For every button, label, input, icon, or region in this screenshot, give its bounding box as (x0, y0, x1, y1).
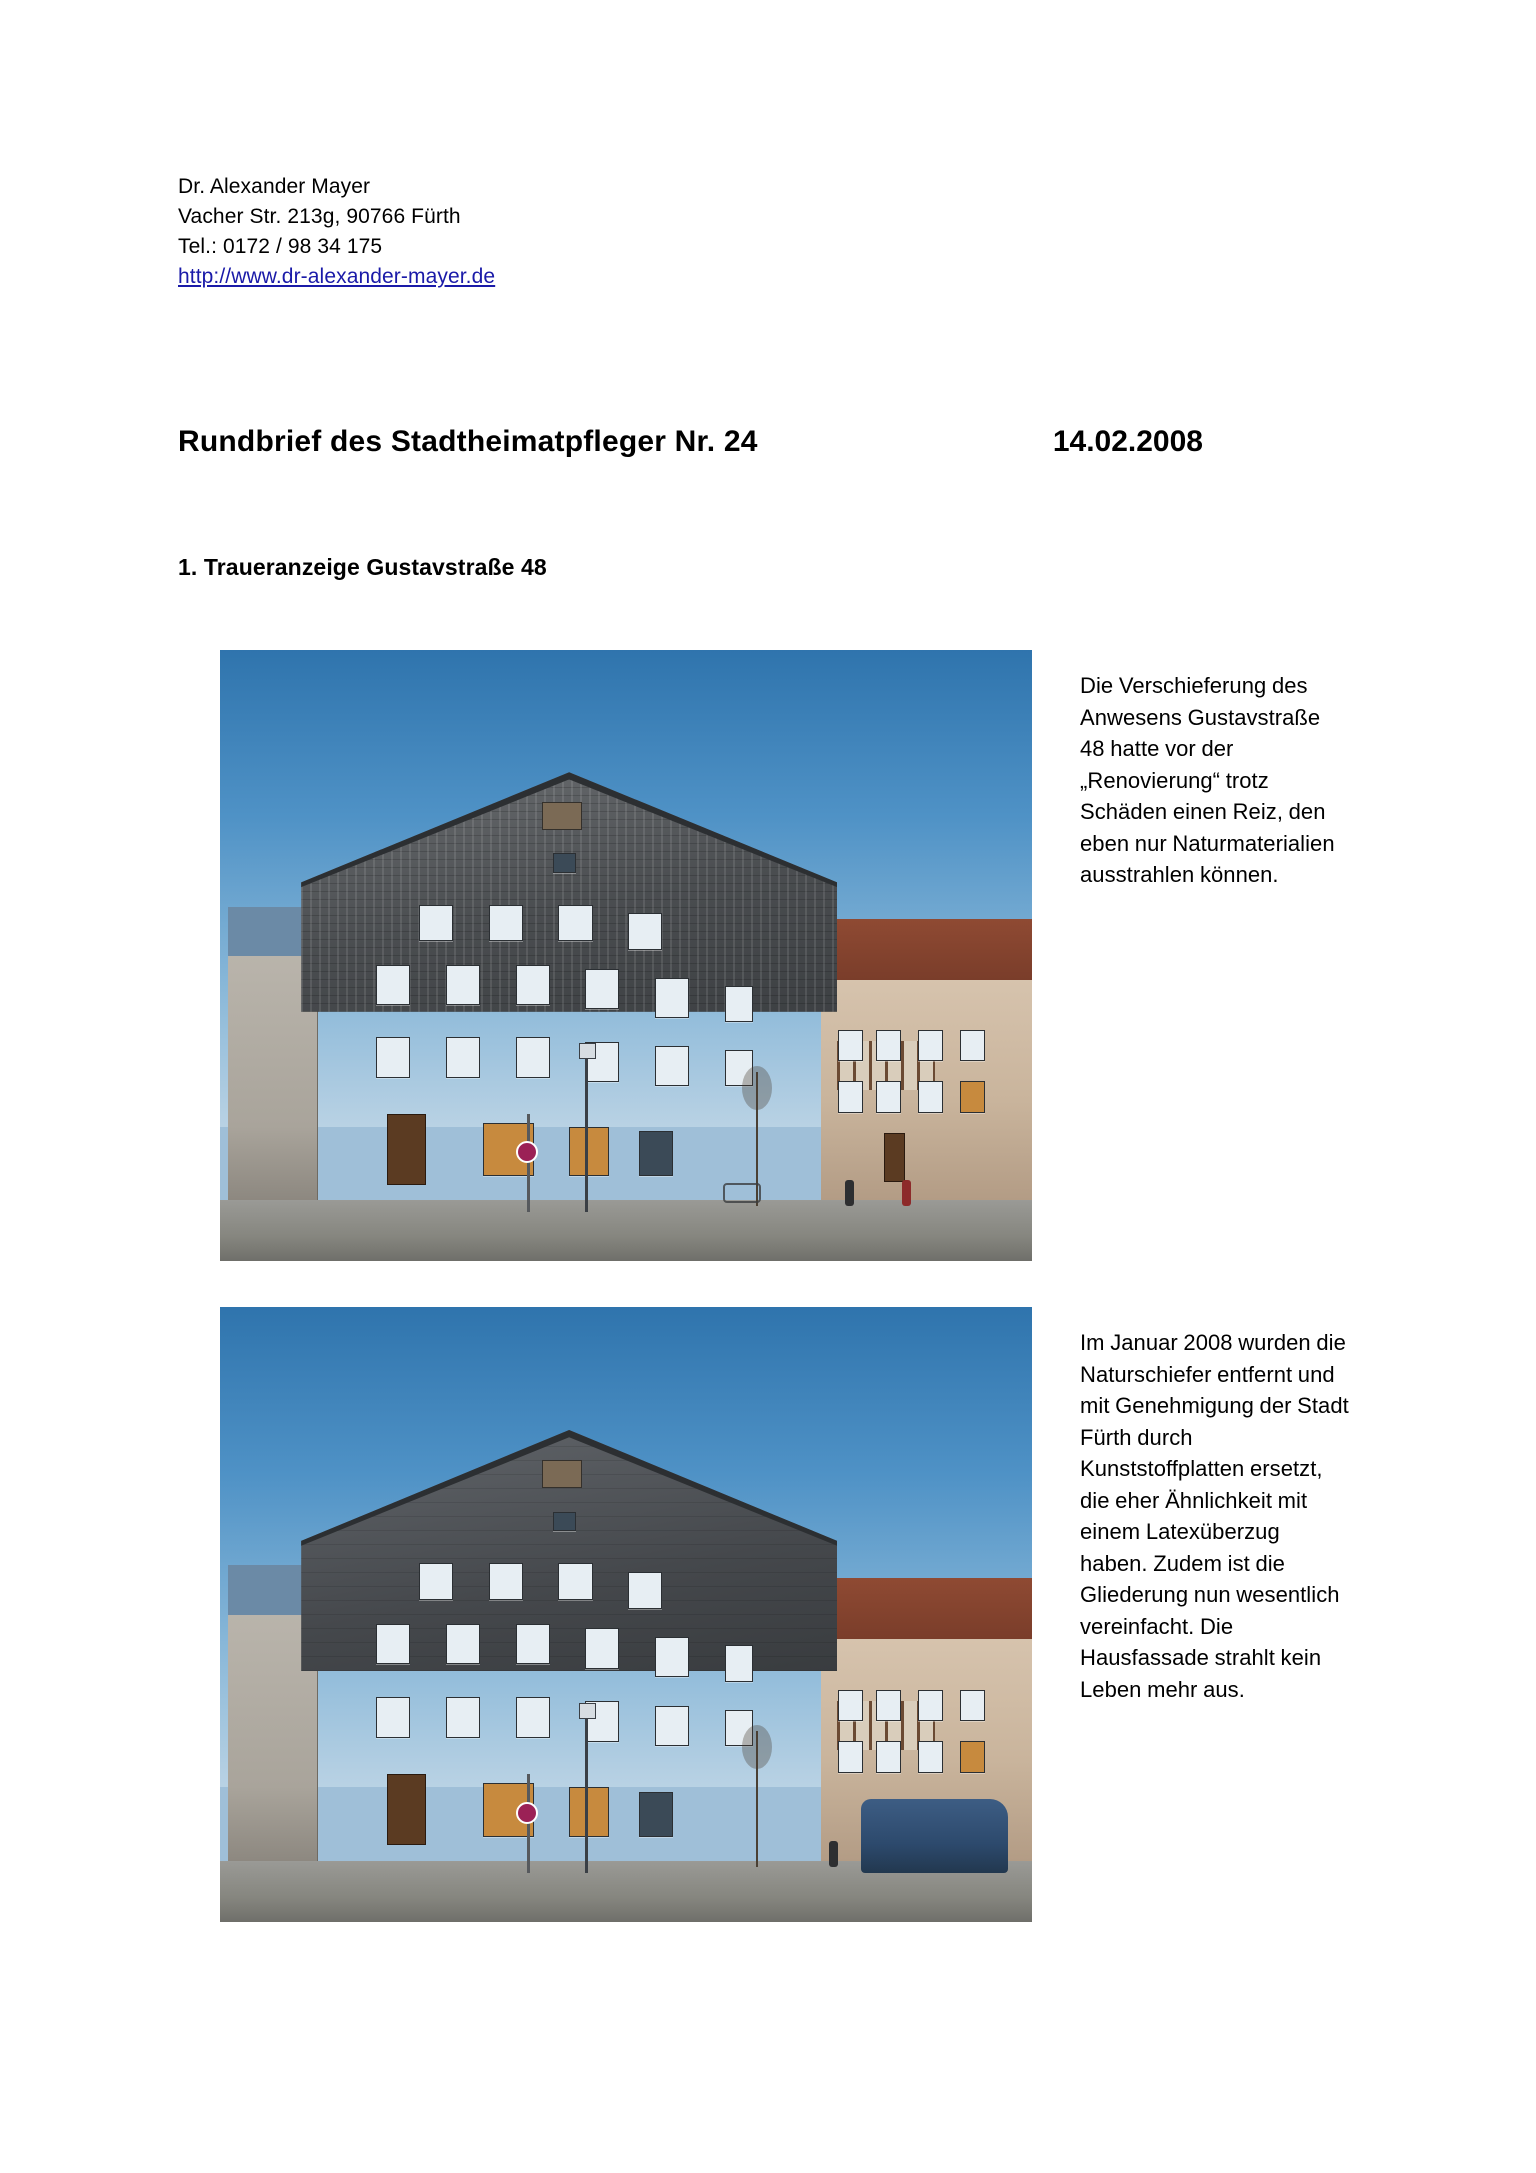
sender-phone: Tel.: 0172 / 98 34 175 (178, 235, 383, 258)
page-title: Rundbrief des Stadtheimatpfleger Nr. 24 (178, 425, 758, 458)
photo-gustavstrasse-before (220, 650, 1032, 1261)
document-date: 14.02.2008 (1052, 425, 1203, 458)
neighbour-roof-right (821, 919, 1032, 980)
parked-car (861, 1799, 1007, 1873)
figure-caption-2: Im Januar 2008 wurden die Naturschiefer entfernt und mit Genehmigung der Stadt Fürth durch Kunststoffplatten ersetzt, die eher Ähnlichkeit mit einem Latexüberzug haben. Zudem ist die Gliederung nun wesentlich vereinfacht. Die Hausfassade strahlt kein Leben mehr aus. (1080, 1330, 1349, 1702)
dormer-window (542, 802, 582, 830)
photo-gustavstrasse-after (220, 1307, 1032, 1922)
pedestrian (902, 1180, 911, 1206)
sign-post (527, 1114, 530, 1212)
bicycle (723, 1183, 761, 1203)
street-tree (756, 1731, 758, 1866)
pedestrian (829, 1841, 838, 1867)
street-ground (220, 1200, 1032, 1261)
street-lamp (585, 1053, 588, 1212)
sign-post (527, 1774, 530, 1872)
figure-caption-1: Die Verschieferung des Anwesens Gustavstraße 48 hatte vor der „Renovierung“ trotz Schäden einen Reiz, den eben nur Naturmaterialien ausstrahlen können. (1080, 673, 1335, 887)
neighbour-roof-right (821, 1578, 1032, 1640)
sender-name: Dr. Alexander Mayer (178, 175, 371, 198)
dormer-window (542, 1460, 582, 1488)
gable-window (553, 1512, 576, 1531)
traffic-sign (516, 1802, 538, 1824)
section-heading-1: 1. Traueranzeige Gustavstraße 48 (178, 554, 547, 580)
gable-window (553, 853, 576, 872)
pedestrian (845, 1180, 854, 1206)
sender-block (178, 172, 495, 292)
document-title-row (178, 425, 1298, 459)
sender-address: Vacher Str. 213g, 90766 Fürth (178, 205, 461, 228)
neighbour-windows (821, 1004, 1032, 1187)
street-lamp (585, 1713, 588, 1873)
sender-website-link[interactable]: http://www.dr-alexander-mayer.de (178, 265, 496, 288)
